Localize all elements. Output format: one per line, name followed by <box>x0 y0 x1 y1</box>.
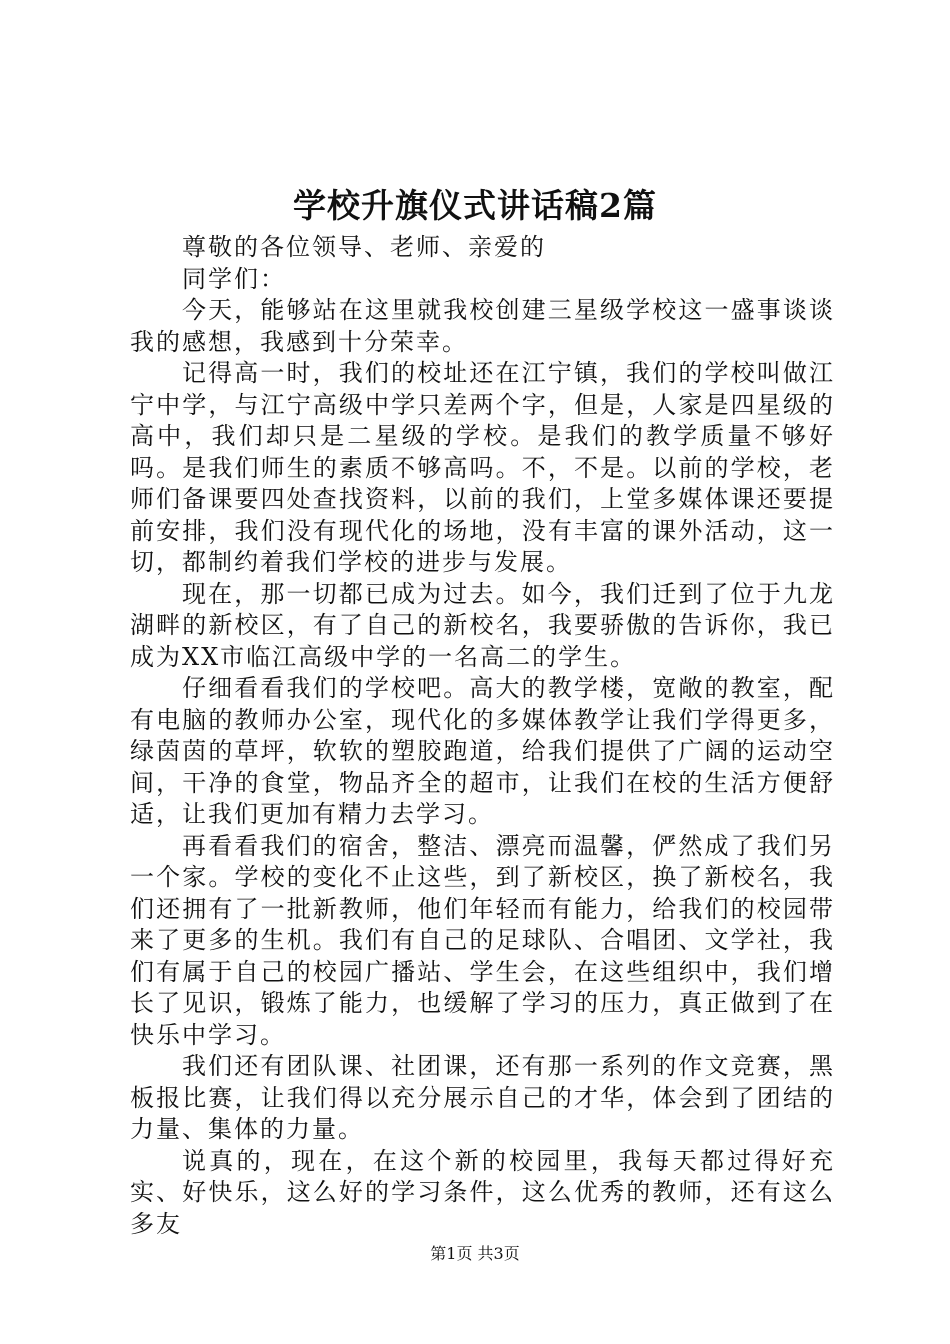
paragraph-activities: 我们还有团队课、社团课，还有那一系列的作文竞赛，黑板报比赛，让我们得以充分展示自己的才华，体会到了团结的力量、集体的力量。 <box>130 1052 835 1143</box>
salutation-line-1: 尊敬的各位领导、老师、亲爱的 <box>182 233 546 261</box>
paragraph-dorm: 再看看我们的宿舍，整洁、漂亮而温馨，俨然成了我们另一个家。学校的变化不止这些，到了新校区，换了新校名，我们还拥有了一批新教师，他们年轻而有能力，给我们的校园带来了更多的生机。我们有自己的足球队、合唱团、文学社，我们有属于自己的校园广播站、学生会，在这些组织中，我们增长了见识，锻炼了能力，也缓解了学习的压力，真正做到了在快乐中学习。 <box>130 831 835 1049</box>
paragraph-campus: 仔细看看我们的学校吧。高大的教学楼，宽敞的教室，配有电脑的教师办公室，现代化的多媒体教学让我们学得更多，绿茵茵的草坪，软软的塑胶跑道，给我们提供了广阔的运动空间，干净的食堂，物品齐全的超市，让我们在校的生活方便舒适，让我们更加有精力去学习。 <box>130 674 835 828</box>
salutation-line-2: 同学们： <box>182 264 286 293</box>
document-body <box>130 232 835 1240</box>
paragraph-past: 记得高一时，我们的校址还在江宁镇，我们的学校叫做江宁中学，与江宁高级中学只差两个字，但是，人家是四星级的高中，我们却只是二星级的学校。是我们的教学质量不够好吗。是我们师生的素质不够高吗。不，不是。以前的学校，老师们备课要四处查找资料，以前的我们，上堂多媒体课还要提前安排，我们没有现代化的场地，没有丰富的课外活动，这一切，都制约着我们学校的进步与发展。 <box>130 359 835 576</box>
document-title: 学校升旗仪式讲话稿2篇 <box>293 186 657 225</box>
paragraph-intro: 今天，能够站在这里就我校创建三星级学校这一盛事谈谈我的感想，我感到十分荣幸。 <box>130 296 835 356</box>
page-footer: 第1页 共3页 <box>430 1244 520 1263</box>
paragraph-feelings: 说真的，现在，在这个新的校园里，我每天都过得好充实、好快乐，这么好的学习条件，这么优秀的教师，还有这么多友 <box>130 1146 835 1238</box>
paragraph-now: 现在，那一切都已成为过去。如今，我们迁到了位于九龙湖畔的新校区，有了自己的新校名，我要骄傲的告诉你，我已成为XX市临江高级中学的一名高二的学生。 <box>130 579 835 671</box>
